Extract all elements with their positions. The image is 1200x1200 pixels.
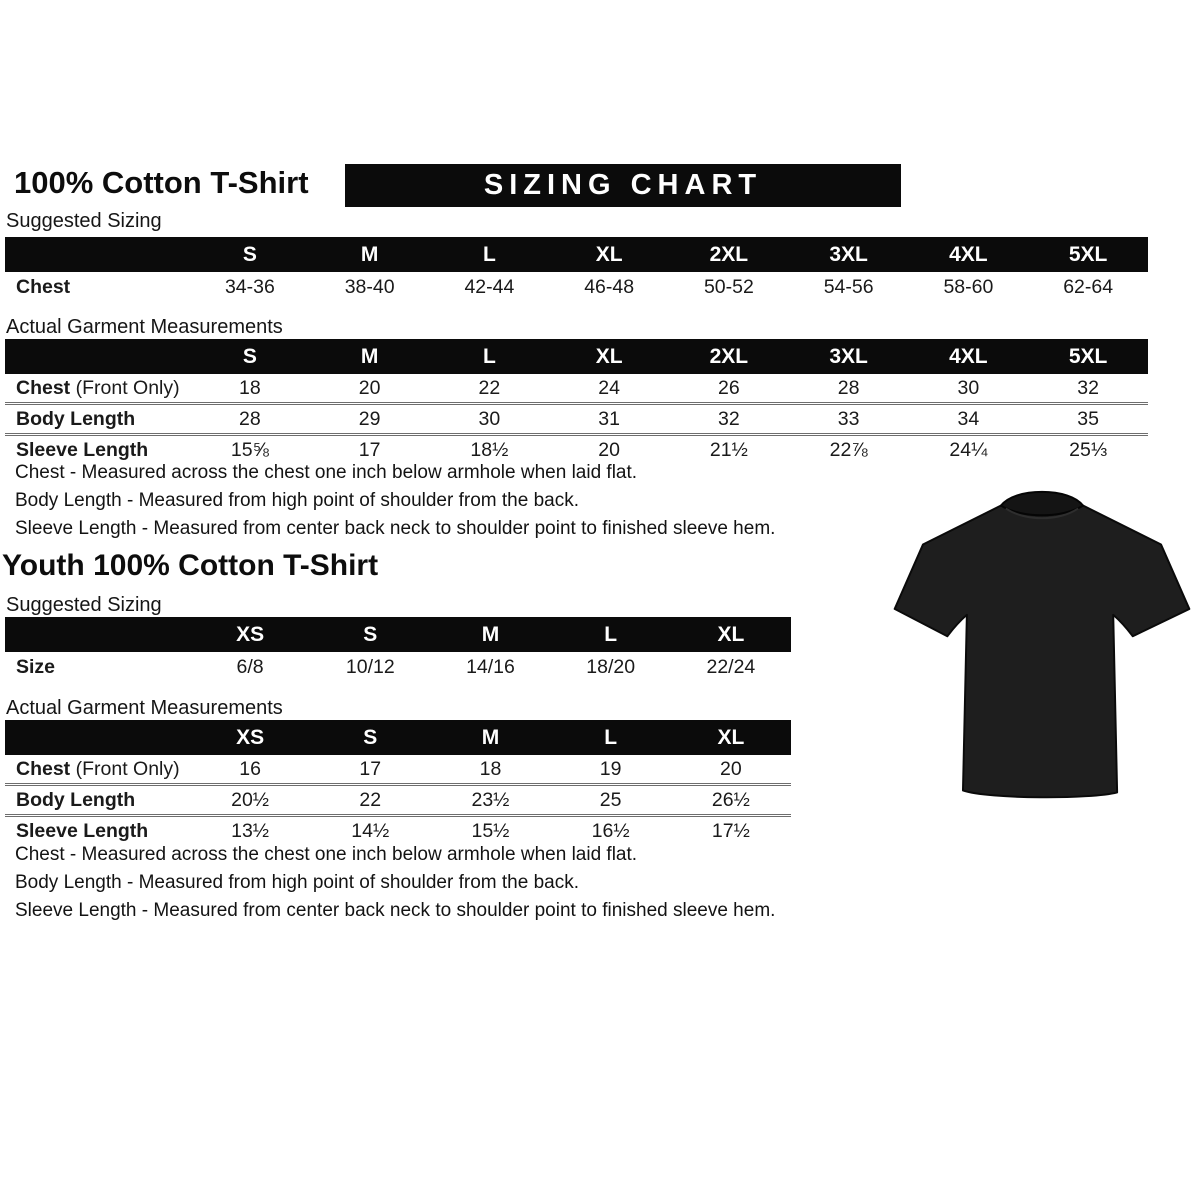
measurement-row [5,755,791,785]
size-column-header: 4XL [909,237,1029,272]
size-column-header: L [430,237,550,272]
row-label: Chest (Front Only) [16,757,180,780]
size-header-row [5,720,791,755]
adult-suggested-sizing-label: Suggested Sizing [6,210,162,232]
measurement-cell: 50-52 [703,276,754,298]
measurement-note: Sleeve Length - Measured from center back neck to shoulder point to finished sleeve hem. [15,900,776,921]
sizing-chart-banner: SIZING CHART [345,164,901,207]
size-column-header: XS [190,617,310,652]
measurement-cell: 25⅓ [1028,435,1148,465]
measurement-cell: 19 [599,757,622,780]
measurement-cell: 18 [239,376,261,399]
size-column-header: XL [549,339,669,374]
size-column-header: S [310,617,430,652]
row-label: Body Length [5,404,190,435]
row-label: Size [16,656,56,678]
measurement-cell: 20 [549,435,669,465]
size-column-header: L [430,339,550,374]
size-header-row [5,617,791,652]
youth-suggested-sizing-table [5,617,791,683]
measurement-cell: 54-56 [823,276,874,298]
measurement-row [5,816,791,846]
measurement-cell: 35 [1028,404,1148,435]
youth-measurement-notes [15,845,775,929]
measurement-cell: 16 [239,757,261,780]
measurement-cell: 16½ [551,816,671,846]
measurement-cell: 15⅝ [190,435,310,465]
measurement-row [5,272,1148,303]
measurement-note: Chest - Measured across the chest one inch below armhole when laid flat. [15,462,638,483]
measurement-row [5,435,1148,465]
measurement-cell: 28 [837,376,860,399]
size-column-header: M [430,617,550,652]
adult-measurement-notes [15,463,775,547]
black-tshirt-image [886,486,1198,808]
measurement-cell: 18 [479,757,502,780]
measurement-cell: 20 [720,757,742,780]
measurement-cell: 33 [789,404,909,435]
measurement-note: Body Length - Measured from high point of shoulder from the back. [15,490,579,511]
measurement-cell: 38-40 [344,276,395,298]
size-column-header [5,617,190,652]
size-column-header: XL [671,617,791,652]
row-label: Sleeve Length [5,816,190,846]
adult-actual-measurements-label: Actual Garment Measurements [6,316,283,338]
measurement-cell: 22⅞ [789,435,909,465]
size-header-row [5,339,1148,374]
size-column-header: M [310,339,430,374]
measurement-cell: 14/16 [466,656,515,678]
measurement-note: Chest - Measured across the chest one inch below armhole when laid flat. [15,844,638,865]
measurement-cell: 29 [310,404,430,435]
measurement-row [5,652,791,683]
youth-suggested-sizing-label: Suggested Sizing [6,594,162,616]
measurement-cell: 21½ [669,435,789,465]
measurement-cell: 26½ [671,785,791,816]
measurement-cell: 34-36 [224,276,275,298]
size-column-header: L [551,617,671,652]
size-column-header: L [551,720,671,755]
measurement-cell: 46-48 [584,276,635,298]
row-label: Chest [16,276,71,298]
measurement-note: Body Length - Measured from high point of shoulder from the back. [15,872,579,893]
measurement-cell: 20 [358,376,381,399]
page-title: 100% Cotton T-Shirt [14,165,309,200]
measurement-cell: 15½ [430,816,550,846]
adult-suggested-sizing-table [5,237,1148,303]
measurement-cell: 24¼ [909,435,1029,465]
measurement-cell: 30 [957,376,980,399]
measurement-cell: 20½ [190,785,310,816]
measurement-cell: 17 [359,757,382,780]
measurement-cell: 32 [669,404,789,435]
measurement-cell: 26 [718,376,740,399]
measurement-cell: 22 [478,376,501,399]
size-column-header: 2XL [669,339,789,374]
size-column-header: 5XL [1028,339,1148,374]
youth-section-title: Youth 100% Cotton T-Shirt [2,549,379,582]
row-label: Sleeve Length [5,435,190,465]
size-column-header: XL [671,720,791,755]
size-column-header: M [310,237,430,272]
measurement-row [5,785,791,816]
size-column-header: 5XL [1028,237,1148,272]
measurement-cell: 58-60 [943,276,994,298]
measurement-row [5,404,1148,435]
row-label: Chest (Front Only) [16,376,180,399]
measurement-cell: 31 [549,404,669,435]
measurement-cell: 18/20 [586,656,636,678]
size-column-header: S [190,339,310,374]
size-column-header [5,237,190,272]
measurement-cell: 6/8 [236,656,264,678]
measurement-cell: 32 [1077,376,1099,399]
size-column-header: 2XL [669,237,789,272]
size-header-row [5,237,1148,272]
measurement-note: Sleeve Length - Measured from center back neck to shoulder point to finished sleeve hem. [15,518,776,539]
size-column-header: S [190,237,310,272]
size-column-header: 3XL [789,237,909,272]
measurement-cell: 25 [551,785,671,816]
measurement-cell: 24 [598,376,620,399]
youth-actual-measurements-table [5,720,791,845]
tshirt-silhouette [886,486,1198,808]
measurement-cell: 22/24 [706,656,756,678]
measurement-cell: 18½ [430,435,550,465]
measurement-cell: 22 [310,785,430,816]
measurement-cell: 62-64 [1063,276,1114,298]
size-column-header: 4XL [909,339,1029,374]
youth-actual-measurements-label: Actual Garment Measurements [6,697,283,719]
measurement-cell: 10/12 [345,656,395,678]
adult-actual-measurements-table [5,339,1148,464]
size-column-header: M [430,720,550,755]
row-label: Body Length [5,785,190,816]
measurement-cell: 23½ [430,785,550,816]
measurement-cell: 13½ [190,816,310,846]
size-column-header: S [310,720,430,755]
size-column-header: 3XL [789,339,909,374]
measurement-cell: 14½ [310,816,430,846]
measurement-cell: 30 [430,404,550,435]
measurement-cell: 42-44 [464,276,515,298]
measurement-cell: 17 [310,435,430,465]
measurement-cell: 17½ [671,816,791,846]
size-column-header: XL [549,237,669,272]
measurement-row [5,374,1148,404]
measurement-cell: 28 [190,404,310,435]
size-column-header: XS [190,720,310,755]
size-column-header [5,720,190,755]
size-column-header [5,339,190,374]
measurement-cell: 34 [909,404,1029,435]
